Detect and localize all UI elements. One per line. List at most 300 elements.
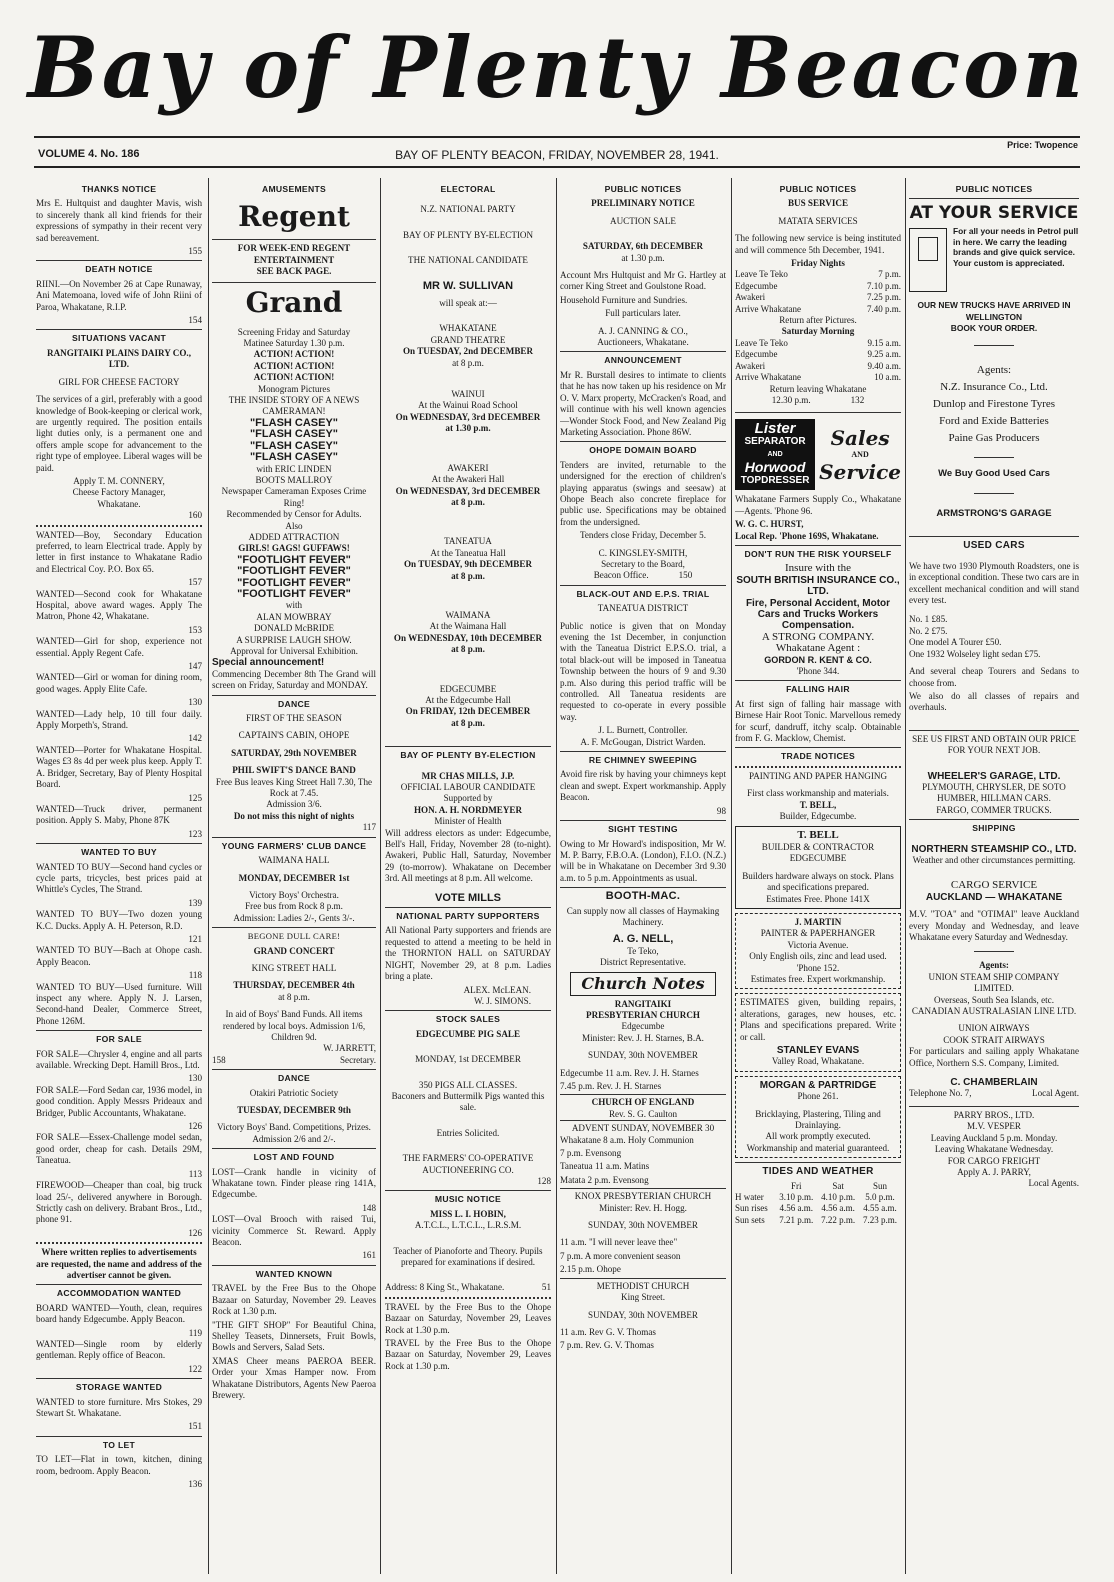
classified-ad: FIREWOOD—Cheaper than coal, big truck load 25/-, delivered anywhere in Borough. Strictly cash on delivery. Brabant Bros., Ltd., phone 91. — [36, 1180, 202, 1225]
church-notes-logo: Church Notes — [570, 972, 716, 996]
sales-script: AND — [851, 450, 869, 460]
teacher-line: Teacher of Pianoforte and Theory. Pupils prepared for examinations if desired. — [393, 1245, 543, 1267]
employer: RANGITAIKI PLAINS DAIRY CO., LTD. — [47, 347, 191, 370]
ad-number: 113 — [188, 1168, 202, 1179]
advert-line: Leaving Auckland 5 p.m. Monday. — [930, 1132, 1058, 1143]
meeting-time: at 8 p.m. — [452, 357, 484, 368]
section-heading: YOUNG FARMERS' CLUB DANCE — [212, 837, 376, 852]
ad-number: 160 — [188, 510, 202, 521]
film-title: "FLASH CASEY" — [249, 416, 339, 429]
grand-logo: Grand — [212, 282, 376, 323]
timetable-row — [735, 338, 901, 349]
timetable-heading: Saturday Morning — [781, 326, 855, 337]
tide-label: Sun rises — [735, 1203, 768, 1214]
advert-line: Leaving Whakatane Wednesday. — [934, 1144, 1054, 1155]
timetable-stop: Awakeri — [735, 292, 766, 303]
advert-line: M.V. "TOA" and "OTIMAI" leave Auckland every Monday and Wednesday, and leave Whakatane every Saturday and Wednesday. — [909, 909, 1079, 942]
section-heading: BEGONE DULL CARE! — [212, 927, 376, 942]
meeting-venue: GRAND THEATRE — [430, 334, 506, 345]
agency-item: Paine Gas Producers — [948, 431, 1040, 444]
dance-line: Do not miss this night of nights — [233, 810, 355, 821]
advert-line: Local Agents. — [1028, 1178, 1079, 1189]
church-line: Taneatua 11 a.m. Matins — [560, 1161, 650, 1172]
teacher-line: Address: 8 King St., Whakatane. — [385, 1282, 505, 1293]
grand-line: Screening Friday and Saturday — [237, 326, 351, 337]
section-heading: NATIONAL PARTY SUPPORTERS — [385, 907, 551, 922]
contact: Cheese Factory Manager, — [72, 487, 166, 498]
tide-value: 4.10 p.m. — [821, 1192, 856, 1203]
ad-number: 123 — [188, 828, 202, 839]
notice-line: A. F. McGougan, District Warden. — [580, 736, 706, 747]
timetable-stop: Leave Te Teko — [735, 269, 788, 280]
notice-line: 'Phone 344. — [796, 666, 840, 676]
advert-line: FARGO, COMMER TRUCKS. — [936, 804, 1052, 815]
classified-ad: FOR SALE—Chrysler 4, engine and all parts available. Wrecking Dept. Hamill Bros., Ltd. — [36, 1048, 202, 1071]
notice-line: First class workmanship and materials. — [747, 788, 889, 799]
section-heading: LOST AND FOUND — [212, 1148, 376, 1163]
section-heading: MUSIC NOTICE — [385, 1190, 551, 1205]
signatory: W. J. SIMONS. — [473, 995, 531, 1006]
ad-number: 117 — [362, 822, 376, 833]
classified-ad: TO LET—Flat in town, kitchen, dining room, bedroom. Apply Beacon. — [36, 1454, 202, 1476]
column-divider — [731, 178, 732, 1574]
garage-name: WHEELER'S GARAGE, LTD. — [927, 770, 1061, 782]
column-divider — [208, 178, 209, 1574]
meeting-place: TANEATUA — [444, 536, 492, 547]
tide-day: Fri — [791, 1180, 802, 1191]
divider — [385, 1297, 551, 1299]
meeting-venue: At the Waimana Hall — [429, 621, 507, 632]
grand-line: Commencing December 8th The Grand will screen on Friday, Saturday and MONDAY. — [212, 668, 376, 691]
meeting-venue: At the Wainui Road School — [418, 400, 518, 411]
church-line: 7 p.m. Rev. G. V. Thomas — [560, 1340, 654, 1351]
masthead-title: Bay of Plenty Beacon — [27, 18, 1087, 117]
timetable-heading: Friday Nights — [791, 258, 845, 269]
vote-slogan: VOTE MILLS — [435, 891, 501, 904]
tide-label: Sun sets — [735, 1214, 765, 1225]
ad-number: 118 — [188, 970, 202, 981]
timetable-time: 9.25 a.m. — [867, 349, 901, 360]
section-heading: PUBLIC NOTICES — [604, 184, 682, 194]
advert-line: BOOK YOUR ORDER. — [950, 323, 1038, 334]
shipping-company: PARRY BROS., LTD. — [909, 1106, 1079, 1121]
notice-line: AUCTION SALE — [610, 215, 676, 226]
grand-line: with — [285, 600, 303, 611]
ad-number: 139 — [188, 897, 202, 908]
church-name: RANGITAIKI — [614, 998, 672, 1009]
dance-line: WAIMANA HALL — [258, 855, 330, 866]
tide-value: 4.56 a.m. — [779, 1203, 814, 1214]
car-price: One 1932 Wolseley light sedan £75. — [909, 648, 1041, 659]
church-line: Edgecumbe 11 a.m. Rev. J. H. Starnes — [560, 1067, 699, 1078]
action-line: ACTION! ACTION! — [253, 372, 335, 383]
ad-number: 132 — [850, 394, 865, 405]
divider — [974, 345, 1014, 346]
classified-ad: LOST—Crank handle in vicinity of Whakatane town. Finder please ring 141A, Edgecumbe. — [212, 1166, 376, 1200]
advert-line: OUR NEW TRUCKS HAVE ARRIVED IN WELLINGTON — [917, 300, 1071, 322]
notice-line: Builder, Edgecumbe. — [779, 811, 857, 822]
ad-number: 130 — [188, 697, 202, 708]
classified-ad: XMAS Cheer means PAEROA BEER. Order your Xmas Hamper now. From Whakatane Distributors, Agents New Paeroa Brewery. — [212, 1355, 376, 1400]
section-heading: FOR SALE — [36, 1030, 202, 1045]
section-heading: FALLING HAIR — [735, 680, 901, 695]
notice-line: Secretary to the Board, — [601, 558, 685, 569]
notice-line: MATATA SERVICES — [778, 215, 858, 226]
section-heading: BOOTH-MAC. — [560, 887, 726, 902]
tide-value: 4.55 a.m. — [863, 1203, 897, 1214]
notice-text: The following new service is being instituted and will commence 5th December, 1941. — [735, 233, 901, 255]
meeting-time: at 1.30 p.m. — [445, 423, 491, 434]
tide-value: 5.0 p.m. — [865, 1192, 895, 1203]
meeting-date: On WEDNESDAY, 3rd DECEMBER — [395, 485, 541, 496]
at-your-service-banner: AT YOUR SERVICE — [909, 198, 1079, 223]
section-heading: TO LET — [36, 1436, 202, 1451]
sale-title: EDGECUMBE PIG SALE — [415, 1028, 521, 1039]
section-heading: BLACK-OUT AND E.P.S. TRIAL — [560, 585, 726, 600]
church-line: 7 p.m. A more convenient season — [560, 1250, 681, 1261]
advert-line: PAINTER & PAPERHANGER — [760, 928, 876, 939]
meeting-time: at 8 p.m. — [451, 644, 485, 655]
timetable-saturday — [735, 338, 901, 384]
notice-line: Tenders close Friday, December 5. — [579, 530, 707, 541]
dance-line: SATURDAY, 29th NOVEMBER — [231, 747, 357, 758]
section-heading: WANTED TO BUY — [36, 843, 202, 858]
film-title: "FOOTLIGHT FEVER" — [237, 587, 351, 600]
advert-line: Your custom is appreciated. — [953, 257, 1065, 268]
timetable-stop: Leave Te Teko — [735, 337, 788, 348]
stanley-evans-advert — [735, 993, 901, 1071]
notice-text: All National Party supporters and friends are requested to attend a meeting to be held in the THORNTON HALL on SATURDAY NIGHT, November 29, at 8 p.m. Ladies bring a plate. — [385, 925, 551, 982]
ad-number: 153 — [188, 624, 202, 635]
shipping-company: UNION STEAM SHIP COMPANY LIMITED. — [928, 971, 1060, 994]
church-line: Rev. S. G. Caulton — [608, 1108, 678, 1119]
church-line: 7.45 p.m. Rev. J. H. Starnes — [560, 1081, 662, 1091]
ad-number: 158 — [212, 1054, 226, 1065]
divider — [36, 1242, 202, 1244]
advert-line: Estimates free. Expert workmanship. — [750, 973, 886, 984]
notice-line: Te Teko, — [627, 945, 659, 956]
dance-line: FIRST OF THE SEASON — [246, 713, 342, 724]
j-martin-advert — [735, 913, 901, 989]
contact: Apply T. M. CONNERY, — [73, 475, 165, 486]
section-heading: PUBLIC NOTICES — [779, 184, 857, 194]
film-title: "FOOTLIGHT FEVER" — [237, 553, 351, 566]
notice-text: Will address electors as under: Edgecumbe, Bell's Hall, Friday, November 28 (to-night). Awakeri, Public Hall, Saturday, November 29 (to-morrow). Whakatane on December 3rd. All meetings at 8 p.m. All welcome. — [385, 827, 551, 884]
meeting-time: at 8 p.m. — [451, 496, 485, 507]
timetable-row — [735, 372, 901, 383]
tides-table — [735, 1181, 901, 1227]
action-line: ACTION! ACTION! — [253, 360, 335, 371]
advert-line: Overseas, South Sea Islands, etc. — [934, 994, 1054, 1005]
meeting-venue: At the Taneatua Hall — [430, 547, 506, 558]
section-heading: AMUSEMENTS — [261, 184, 327, 194]
timetable-stop: Awakeri — [735, 360, 766, 371]
car-price: No. 1 £85. — [909, 614, 948, 625]
sales-script: Sales — [830, 426, 890, 451]
advert-line: Bricklaying, Plastering, Tiling and Drainlaying. — [755, 1108, 881, 1130]
tide-day: Sun — [873, 1180, 888, 1191]
section-heading: USED CARS — [909, 536, 1079, 551]
notice-line: J. L. Burnett, Controller. — [598, 725, 688, 736]
notice-text: Mr R. Burstall desires to intimate to clients that he has now taken up his residence on Mr O. V. Marx property, McCracken's Road, and will continue with his well known agencies—Wonder Stock Food, and New Zealand Pig Marketing Association. Phone 86W. — [560, 369, 726, 437]
lister-line: SEPARATOR — [744, 436, 806, 448]
concert-line: GRAND CONCERT — [253, 945, 335, 956]
column-electoral — [385, 178, 551, 1574]
insurer-name: SOUTH BRITISH INSURANCE CO., LTD. — [736, 574, 900, 598]
section-heading: PUBLIC NOTICES — [955, 184, 1033, 194]
advert-line: Local Agent. — [1032, 1088, 1079, 1099]
church-line: 7 p.m. Evensong — [560, 1148, 622, 1159]
notice-line: Auctioneers, Whakatane. — [597, 337, 689, 348]
grand-line: ADDED ATTRACTION — [248, 531, 340, 542]
column-divider — [905, 178, 906, 1574]
notice-text: Household Furniture and Sundries. — [560, 294, 688, 305]
ad-number: 98 — [716, 805, 726, 816]
classified-ad: BOARD WANTED—Youth, clean, requires board handy Edgecumbe. Apply Beacon. — [36, 1302, 202, 1325]
meeting-place: AWAKERI — [447, 462, 489, 473]
section-heading: TRADE NOTICES — [735, 747, 901, 762]
candidate-name: MR CHAS MILLS, J.P. — [421, 770, 515, 781]
timetable-row — [735, 361, 901, 372]
notice-line: 12.30 p.m. — [771, 394, 811, 405]
advert-line: Victoria Avenue. — [787, 939, 849, 950]
church-name: KNOX PRESBYTERIAN CHURCH — [560, 1188, 726, 1202]
classified-ad: WANTED TO BUY—Used furniture. Will inspect any where. Apply N. J. Larsen, Second-hand Dealer, Commerce Street, Phone 126M. — [36, 981, 202, 1026]
notice-line: Beacon Office. — [593, 570, 649, 581]
church-line: 2.15 p.m. Ohope — [560, 1264, 621, 1275]
notice-line: District Representative. — [600, 957, 686, 968]
car-price: One model A Tourer £50. — [909, 637, 1002, 648]
section-heading: DEATH NOTICE — [36, 260, 202, 275]
classified-ad: WANTED—Single room by elderly gentleman. Reply office of Beacon. — [36, 1338, 202, 1361]
ad-number: 142 — [188, 733, 202, 744]
classified-ad: FOR SALE—Essex-Challenge model sedan, good order, cheap for cash. Details 29M, Taneatua. — [36, 1132, 202, 1166]
dance-line: Admission: Ladies 2/-, Gents 3/-. — [233, 912, 355, 923]
advert-line: Phone 261. — [797, 1091, 839, 1102]
timetable-row — [735, 292, 901, 303]
section-heading: DANCE — [212, 695, 376, 710]
ad-number: 161 — [362, 1250, 376, 1261]
advert-line: Weather and other circumstances permitting. — [912, 854, 1076, 865]
section-heading: SIGHT TESTING — [560, 820, 726, 835]
section-heading: SHIPPING — [909, 819, 1079, 834]
meeting-date: On TUESDAY, 9th DECEMBER — [403, 559, 533, 570]
notice-line: Return after Pictures. — [779, 315, 857, 326]
action-line: ACTION! ACTION! — [253, 349, 335, 360]
morgan-partridge-advert — [735, 1076, 901, 1158]
sale-line: MONDAY, 1st DECEMBER — [415, 1054, 521, 1065]
classified-ad: WANTED to store furniture. Mrs Stokes, 29 Stewart St. Whakatane. — [36, 1396, 202, 1418]
church-line: Minister: Rev. H. Hogg. — [599, 1202, 687, 1213]
film-title: "FLASH CASEY" — [249, 439, 339, 452]
concert-line: THURSDAY, DECEMBER 4th — [233, 980, 355, 991]
advert-line: Apply A. J. PARRY, — [957, 1166, 1031, 1177]
notice-text: The services of a girl, preferably with a good knowledge of Book-keeping or clerical work, are urgently required. The position entails light duties only, is a permanent one and offers ample scope for advancement to the right type of employee. Liberal wages will be paid. — [36, 394, 202, 473]
meeting-venue: At the Edgecumbe Hall — [425, 694, 511, 705]
church-line: Edgecumbe — [621, 1021, 665, 1032]
notice-text: Public notice is given that on Monday evening the 1st December, in conjunction with the Taneatua District E.P.S.O. trial, a total black-out will be imposed in Taneatua Township between the hours of 9 and 9.30 p.m. Also during this period traffic will be controlled. All Taneatua residents are requested to co-operate in every possible way. — [560, 620, 726, 722]
concert-line: In aid of Boys' Band Funds. All items rendered by local boys. Admission 1/6, Children 9d. — [222, 1009, 366, 1042]
masthead-rule — [34, 136, 1080, 138]
replies-notice: Where written replies to advertisements are requested, the name and address of the advertiser cannot be given. — [36, 1247, 202, 1280]
agency-item: Dunlop and Firestone Tyres — [932, 397, 1056, 410]
grand-line: DONALD McBRIDE — [253, 623, 335, 634]
column-classifieds — [36, 178, 202, 1574]
sale-line: Baconers and Buttermilk Pigs wanted this sale. — [391, 1090, 545, 1113]
teacher-line: A.T.C.L., L.T.C.L., L.R.S.M. — [414, 1220, 522, 1231]
tide-row — [735, 1215, 901, 1226]
column-garage-shipping — [909, 178, 1079, 1574]
ad-number: 126 — [188, 1227, 202, 1238]
tide-value: 4.56 a.m. — [821, 1203, 855, 1214]
meeting-venue: At the Awakeri Hall — [431, 474, 505, 485]
lister-line: AND — [767, 451, 783, 459]
divider — [974, 493, 1014, 494]
timetable-time: 7 p.m. — [878, 269, 901, 280]
film-title: "FLASH CASEY" — [249, 428, 339, 441]
job-title: GIRL FOR CHEESE FACTORY — [58, 376, 180, 387]
divider — [974, 951, 1014, 952]
section-heading: RE CHIMNEY SWEEPING — [560, 751, 726, 766]
section-heading: OHOPE DOMAIN BOARD — [560, 441, 726, 456]
notice-line: Whakatane Agent : — [775, 642, 861, 655]
notice-line: T. BELL, — [799, 799, 837, 810]
ad-number: 136 — [188, 1479, 202, 1490]
church-line: 11 a.m. Rev G. V. Thomas — [560, 1326, 656, 1337]
electoral-line: BAY OF PLENTY BY-ELECTION — [402, 229, 534, 240]
classified-ad: WANTED TO BUY—Bach at Ohope cash. Apply Beacon. — [36, 945, 202, 967]
shipping-company: CANADIAN AUSTRALASIAN LINE LTD. — [911, 1006, 1077, 1017]
section-heading: SITUATIONS VACANT — [36, 329, 202, 344]
advert-line: ESTIMATES given, building repairs, alterations, garages, new houses, etc. Plans and specifications prepared. Write or call. — [740, 997, 896, 1042]
teacher-name: MISS L. I. HOBIN, — [430, 1208, 506, 1219]
sales-script: Service — [819, 459, 901, 484]
meeting-date: On TUESDAY, 2nd DECEMBER — [402, 346, 534, 357]
advert-line: Agents: — [979, 960, 1009, 971]
column-trade-notices — [735, 178, 901, 1574]
advert-line: We also do all classes of repairs and overhauls. — [909, 690, 1079, 713]
advert-line: For particulars and sailing apply Whakatane Office, Northern S.S. Company, Limited. — [909, 1046, 1079, 1068]
timetable-stop: Arrive Whakatane — [735, 372, 802, 383]
ad-number: 130 — [188, 1073, 202, 1084]
church-line: 11 a.m. "I will never leave thee" — [560, 1237, 678, 1248]
dance-line: PHIL SWIFT'S DANCE BAND — [232, 765, 356, 776]
timetable-row — [735, 269, 901, 280]
divider — [974, 457, 1014, 458]
advert-title: T. BELL — [797, 829, 839, 842]
electoral-line: HON. A. H. NORDMEYER — [413, 804, 523, 815]
lister-advert — [735, 412, 901, 490]
lister-line: TOPDRESSER — [740, 475, 810, 487]
grand-line: GIRLS! GAGS! GUFFAWS! — [238, 543, 350, 554]
timetable-time: 9.40 a.m. — [867, 360, 901, 371]
section-heading: TIDES AND WEATHER — [735, 1162, 901, 1177]
meeting-time: at 8 p.m. — [451, 717, 485, 728]
advert-line: All work promptly executed. Workmanship and material guaranteed. — [746, 1131, 890, 1153]
church-line: Minister: Rev. J. H. Starnes, B.A. — [582, 1032, 704, 1043]
notice-line: SATURDAY, 6th DECEMBER — [582, 241, 704, 252]
column-amusements — [212, 178, 376, 1574]
concert-line: W. JARRETT, — [323, 1043, 376, 1054]
car-price: No. 2 £75. — [909, 625, 948, 636]
ad-number: 51 — [541, 1282, 551, 1293]
meeting-date: On WEDNESDAY, 3rd DECEMBER — [395, 411, 541, 422]
meeting-date: On WEDNESDAY, 10th DECEMBER — [393, 632, 543, 643]
dance-line: Victory Boys' Band. Competitions, Prizes. — [217, 1122, 371, 1133]
section-heading: BAY OF PLENTY BY-ELECTION — [385, 746, 551, 761]
timetable-row — [735, 349, 901, 360]
grand-line: Also — [285, 520, 303, 531]
church-name: METHODIST CHURCH — [560, 1278, 726, 1292]
church-line: SUNDAY, 30th NOVEMBER — [588, 1309, 698, 1320]
church-name: CHURCH OF ENGLAND — [560, 1094, 726, 1108]
meeting-time: at 8 p.m. — [451, 570, 485, 581]
advert-line: Telephone No. 7, — [909, 1088, 972, 1099]
notice-text: At first sign of falling hair massage with Birnese Hair Root Tonic. Marvellous remedy for scurf, dandruff, itchy scalp. Obtainable from F. G. Macklow, Chemist. — [735, 698, 901, 744]
ad-number: 121 — [188, 933, 202, 944]
meeting-place: WHAKATANE — [439, 323, 497, 334]
advert-line: Valley Road, Whakatane. — [771, 1056, 865, 1067]
advert-line: EDGECUMBE — [789, 853, 847, 864]
agent-name: C. CHAMBERLAIN — [950, 1077, 1038, 1089]
notice-line: A. J. CANNING & CO., — [598, 325, 688, 336]
tide-value: 7.23 p.m. — [863, 1214, 898, 1225]
grand-line: Recommended by Censor for Adults. — [226, 509, 362, 520]
sale-line: 350 PIGS ALL CLASSES. — [418, 1079, 518, 1090]
notice-title: PRELIMINARY NOTICE — [591, 198, 695, 209]
advert-line: Only English oils, zinc and lead used. — [749, 951, 887, 962]
lister-logo — [735, 419, 815, 490]
advert-line: BUILDER & CONTRACTOR — [761, 841, 875, 852]
advert-line: SEE US FIRST AND OBTAIN OUR PRICE FOR YOUR NEXT JOB. — [909, 730, 1079, 757]
dateline: BAY OF PLENTY BEACON, FRIDAY, NOVEMBER 28, 1941. — [395, 148, 719, 162]
electoral-line: THE NATIONAL CANDIDATE — [408, 255, 528, 266]
regent-line: SEE BACK PAGE. — [256, 266, 332, 277]
notice-text: Tenders are invited, returnable to the undersigned for the erection of children's playing apparatus (swings and seesaw) at Ohope Beach also concrete fireplace for public use. Specifications may be obtained from the undersigned. — [560, 459, 726, 527]
notice-line: Fire, Personal Accident, Motor Cars and Trucks Workers Compensation. — [745, 597, 891, 632]
film-title: "FOOTLIGHT FEVER" — [237, 565, 351, 578]
info-bar — [34, 140, 1080, 164]
ad-number: 125 — [188, 792, 202, 803]
concert-line: Secretary. — [339, 1054, 376, 1065]
airline: UNION AIRWAYS — [958, 1023, 1030, 1034]
timetable-time: 7.40 p.m. — [866, 303, 901, 314]
notice-text: Owing to Mr Howard's indisposition, Mr W. M. P. Barry, F.B.O.A. (London), F.I.O. (N.Z.) will be in Whakatane on December 3rd 9.30 a.m. to 5 p.m. Appointments as usual. — [560, 838, 726, 883]
notice-text: Avoid fire risk by having your chimneys kept clean and swept. Expert workmanship. Apply Beacon. — [560, 769, 726, 803]
grand-line: Monogram Pictures — [258, 383, 330, 394]
timetable-stop: Edgecumbe — [735, 349, 778, 360]
sale-line: Entries Solicited. — [436, 1127, 500, 1138]
contact: Whakatane. — [97, 498, 141, 509]
tide-value: 7.21 p.m. — [779, 1214, 814, 1225]
advert-line: FOR CARGO FREIGHT — [947, 1155, 1041, 1166]
classified-ad: TRAVEL by the Free Bus to the Ohope Bazaar on Saturday, November 29. Leaves Rock at 1.30 p.m. — [212, 1283, 376, 1317]
meeting-date: On FRIDAY, 12th DECEMBER — [405, 706, 531, 717]
column-divider — [380, 178, 381, 1574]
notice-text: Account Mrs Hultquist and Mr G. Hartley at corner King Street and Goulstone Road. — [560, 270, 726, 292]
ad-number: 147 — [188, 661, 202, 672]
classified-ad: WANTED TO BUY—Second hand cycles or cycle parts, tricycles, best prices paid at Whittle's Cycles, The Strand. — [36, 861, 202, 895]
advert-line: We Buy Good Used Cars — [938, 467, 1050, 479]
notice-title: BUS SERVICE — [787, 198, 849, 209]
church-name: PRESBYTERIAN CHURCH — [586, 1009, 700, 1020]
petrol-pump-icon — [909, 228, 947, 292]
notice-text: RIINI.—On November 26 at Cape Runaway, Ani Matemoana, loved wife of John Riini of Paroa, Whakatane, R.I.P. — [36, 278, 202, 312]
advert-line: Builders hardware always on stock. Plans and specifications prepared. — [742, 870, 894, 893]
section-heading: THANKS NOTICE — [81, 184, 157, 194]
tide-row — [735, 1203, 901, 1214]
grand-line: Matinee Saturday 1.30 p.m. — [243, 338, 345, 349]
